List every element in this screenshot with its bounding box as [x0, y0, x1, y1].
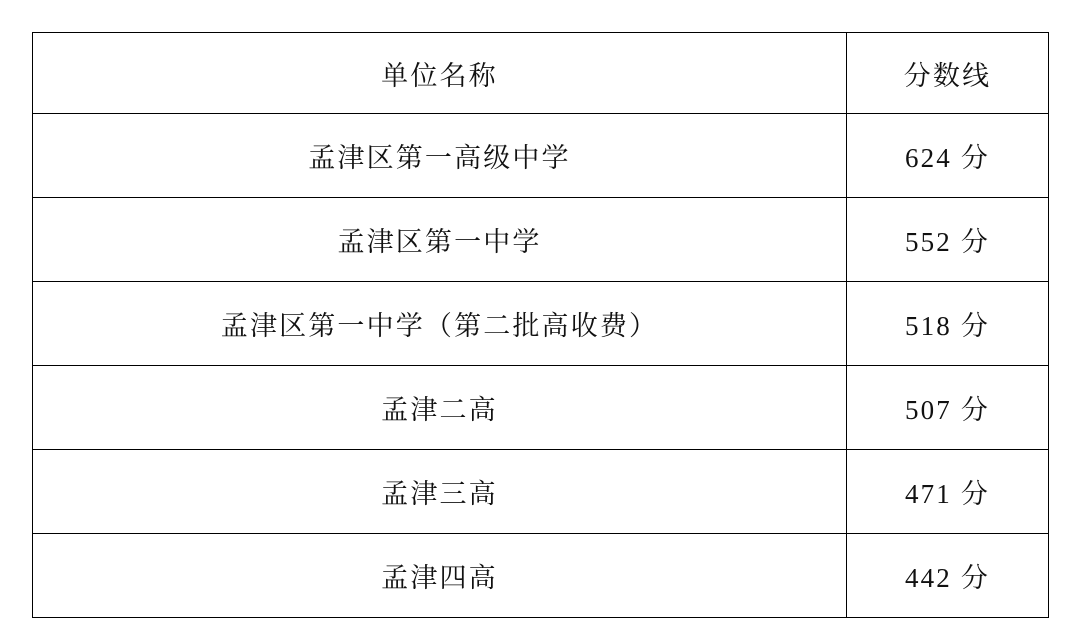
cell-unit-name: 孟津区第一高级中学 [33, 114, 847, 198]
table-row [33, 114, 1049, 198]
cell-unit-name: 孟津区第一中学 [33, 198, 847, 282]
cell-score-line: 552 分 [847, 198, 1049, 282]
cell-score-line: 471 分 [847, 450, 1049, 534]
table-row [33, 198, 1049, 282]
cell-score-line: 518 分 [847, 282, 1049, 366]
cell-unit-name: 孟津四高 [33, 534, 847, 618]
table-row [33, 366, 1049, 450]
table-row [33, 282, 1049, 366]
score-table [32, 32, 1049, 618]
cell-unit-name: 孟津区第一中学（第二批高收费） [33, 282, 847, 366]
column-header-score-line: 分数线 [847, 33, 1049, 114]
cell-unit-name: 孟津三高 [33, 450, 847, 534]
column-header-unit-name: 单位名称 [33, 33, 847, 114]
table-row [33, 534, 1049, 618]
score-table-container [32, 32, 1048, 618]
table-body [33, 114, 1049, 618]
table-header-row [33, 33, 1049, 114]
cell-score-line: 507 分 [847, 366, 1049, 450]
table-header [33, 33, 1049, 114]
cell-score-line: 442 分 [847, 534, 1049, 618]
cell-unit-name: 孟津二高 [33, 366, 847, 450]
cell-score-line: 624 分 [847, 114, 1049, 198]
table-row [33, 450, 1049, 534]
